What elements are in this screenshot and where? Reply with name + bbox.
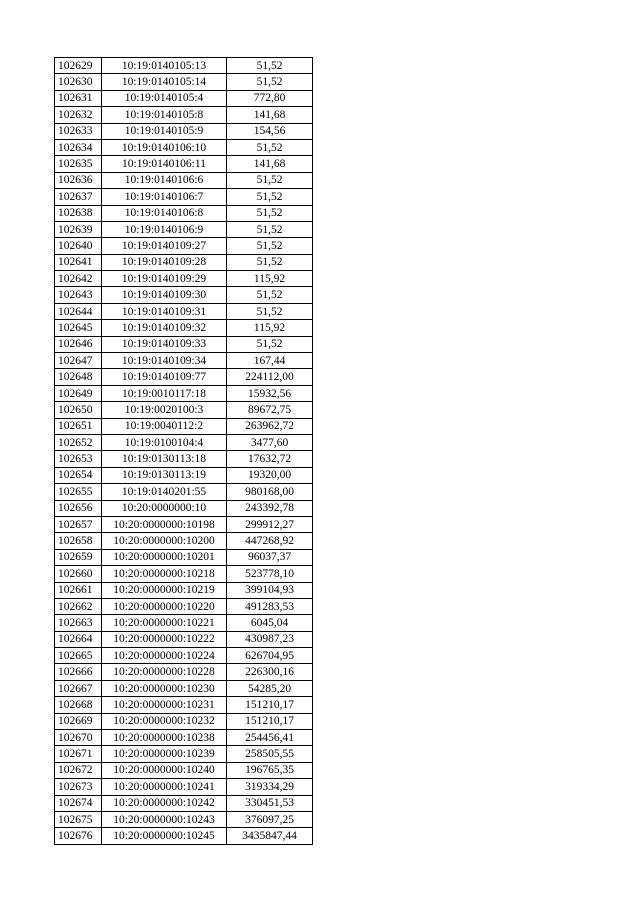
cadastral-number-cell: 10:20:0000000:10224 [102,648,227,664]
row-number-cell: 102654 [55,467,102,483]
value-cell: 254456,41 [227,730,313,746]
table-row [55,730,313,746]
table-row [55,582,313,598]
value-cell: 980168,00 [227,484,313,500]
table-row [55,254,313,270]
cadastral-number-cell: 10:20:0000000:10201 [102,549,227,565]
value-cell: 3435847,44 [227,828,313,844]
value-cell: 115,92 [227,320,313,336]
cadastral-number-cell: 10:19:0140106:9 [102,221,227,237]
table-row [55,484,313,500]
table-row [55,353,313,369]
cadastral-number-cell: 10:19:0140106:6 [102,172,227,188]
cadastral-number-cell: 10:19:0140106:10 [102,139,227,155]
row-number-cell: 102661 [55,582,102,598]
table-row [55,156,313,172]
table-row [55,336,313,352]
cadastral-number-cell: 10:19:0140109:27 [102,238,227,254]
cadastral-number-cell: 10:20:0000000:10239 [102,746,227,762]
cadastral-number-cell: 10:20:0000000:10 [102,500,227,516]
table-row [55,402,313,418]
row-number-cell: 102638 [55,205,102,221]
cadastral-number-cell: 10:20:0000000:10221 [102,615,227,631]
row-number-cell: 102637 [55,189,102,205]
row-number-cell: 102648 [55,369,102,385]
table-row [55,123,313,139]
value-cell: 626704,95 [227,648,313,664]
cadastral-number-cell: 10:20:0000000:10198 [102,516,227,532]
row-number-cell: 102635 [55,156,102,172]
value-cell: 51,52 [227,287,313,303]
cadastral-number-cell: 10:20:0000000:10200 [102,533,227,549]
value-cell: 51,52 [227,205,313,221]
value-cell: 6045,04 [227,615,313,631]
cadastral-number-cell: 10:20:0000000:10220 [102,598,227,614]
row-number-cell: 102653 [55,451,102,467]
table-row [55,533,313,549]
row-number-cell: 102667 [55,680,102,696]
row-number-cell: 102655 [55,484,102,500]
row-number-cell: 102647 [55,353,102,369]
cadastral-number-cell: 10:19:0140105:13 [102,58,227,74]
row-number-cell: 102632 [55,107,102,123]
row-number-cell: 102665 [55,648,102,664]
value-cell: 154,56 [227,123,313,139]
table-row [55,811,313,827]
cadastral-number-cell: 10:19:0130113:18 [102,451,227,467]
row-number-cell: 102649 [55,385,102,401]
table-row [55,779,313,795]
value-cell: 196765,35 [227,762,313,778]
value-cell: 224112,00 [227,369,313,385]
table-row [55,598,313,614]
value-cell: 51,52 [227,238,313,254]
table-row [55,648,313,664]
row-number-cell: 102676 [55,828,102,844]
row-number-cell: 102631 [55,90,102,106]
table-row [55,418,313,434]
table-row [55,680,313,696]
row-number-cell: 102675 [55,811,102,827]
row-number-cell: 102652 [55,434,102,450]
table-row [55,434,313,450]
row-number-cell: 102651 [55,418,102,434]
value-cell: 226300,16 [227,664,313,680]
value-cell: 141,68 [227,156,313,172]
value-cell: 151210,17 [227,697,313,713]
table-row [55,516,313,532]
table-row [55,467,313,483]
row-number-cell: 102650 [55,402,102,418]
table-body [55,58,313,845]
row-number-cell: 102660 [55,566,102,582]
cadastral-values-table [54,57,313,845]
cadastral-number-cell: 10:19:0140201:55 [102,484,227,500]
cadastral-number-cell: 10:20:0000000:10243 [102,811,227,827]
cadastral-number-cell: 10:19:0140109:34 [102,353,227,369]
cadastral-number-cell: 10:19:0140109:77 [102,369,227,385]
row-number-cell: 102629 [55,58,102,74]
row-number-cell: 102633 [55,123,102,139]
row-number-cell: 102668 [55,697,102,713]
table-row [55,205,313,221]
value-cell: 51,52 [227,139,313,155]
row-number-cell: 102666 [55,664,102,680]
table-row [55,549,313,565]
row-number-cell: 102672 [55,762,102,778]
cadastral-number-cell: 10:20:0000000:10228 [102,664,227,680]
row-number-cell: 102656 [55,500,102,516]
value-cell: 151210,17 [227,713,313,729]
cadastral-number-cell: 10:20:0000000:10238 [102,730,227,746]
row-number-cell: 102639 [55,221,102,237]
value-cell: 399104,93 [227,582,313,598]
row-number-cell: 102640 [55,238,102,254]
row-number-cell: 102658 [55,533,102,549]
cadastral-number-cell: 10:19:0140106:7 [102,189,227,205]
row-number-cell: 102673 [55,779,102,795]
cadastral-number-cell: 10:19:0140109:32 [102,320,227,336]
row-number-cell: 102641 [55,254,102,270]
cadastral-number-cell: 10:19:0140109:28 [102,254,227,270]
row-number-cell: 102644 [55,303,102,319]
table-row [55,189,313,205]
table-row [55,762,313,778]
cadastral-number-cell: 10:19:0140106:11 [102,156,227,172]
value-cell: 330451,53 [227,795,313,811]
value-cell: 51,52 [227,221,313,237]
value-cell: 430987,23 [227,631,313,647]
value-cell: 141,68 [227,107,313,123]
table-row [55,287,313,303]
table-row [55,664,313,680]
table-row [55,320,313,336]
table-row [55,271,313,287]
row-number-cell: 102663 [55,615,102,631]
row-number-cell: 102669 [55,713,102,729]
table-row [55,615,313,631]
value-cell: 51,52 [227,172,313,188]
cadastral-number-cell: 10:20:0000000:10230 [102,680,227,696]
row-number-cell: 102664 [55,631,102,647]
value-cell: 3477,60 [227,434,313,450]
value-cell: 15932,56 [227,385,313,401]
cadastral-number-cell: 10:19:0140109:31 [102,303,227,319]
row-number-cell: 102659 [55,549,102,565]
cadastral-number-cell: 10:19:0140106:8 [102,205,227,221]
cadastral-number-cell: 10:19:0140105:9 [102,123,227,139]
table-row [55,385,313,401]
table-row [55,221,313,237]
row-number-cell: 102643 [55,287,102,303]
cadastral-number-cell: 10:19:0140105:8 [102,107,227,123]
value-cell: 51,52 [227,303,313,319]
cadastral-number-cell: 10:20:0000000:10242 [102,795,227,811]
table-row [55,746,313,762]
table-row [55,238,313,254]
cadastral-number-cell: 10:20:0000000:10232 [102,713,227,729]
value-cell: 51,52 [227,74,313,90]
table-row [55,139,313,155]
value-cell: 19320,00 [227,467,313,483]
cadastral-number-cell: 10:19:0010117:18 [102,385,227,401]
row-number-cell: 102657 [55,516,102,532]
table-row [55,451,313,467]
cadastral-number-cell: 10:20:0000000:10218 [102,566,227,582]
cadastral-number-cell: 10:19:0140109:30 [102,287,227,303]
value-cell: 299912,27 [227,516,313,532]
cadastral-number-cell: 10:19:0020100:3 [102,402,227,418]
table-row [55,713,313,729]
cadastral-number-cell: 10:20:0000000:10240 [102,762,227,778]
row-number-cell: 102662 [55,598,102,614]
value-cell: 258505,55 [227,746,313,762]
row-number-cell: 102630 [55,74,102,90]
row-number-cell: 102645 [55,320,102,336]
table-row [55,828,313,844]
value-cell: 96037,37 [227,549,313,565]
cadastral-number-cell: 10:19:0100104:4 [102,434,227,450]
value-cell: 17632,72 [227,451,313,467]
table-row [55,566,313,582]
cadastral-number-cell: 10:19:0040112:2 [102,418,227,434]
row-number-cell: 102671 [55,746,102,762]
value-cell: 51,52 [227,336,313,352]
value-cell: 523778,10 [227,566,313,582]
cadastral-number-cell: 10:20:0000000:10241 [102,779,227,795]
row-number-cell: 102646 [55,336,102,352]
value-cell: 491283,53 [227,598,313,614]
value-cell: 51,52 [227,254,313,270]
table-row [55,74,313,90]
table-row [55,697,313,713]
value-cell: 376097,25 [227,811,313,827]
table-row [55,303,313,319]
table-row [55,90,313,106]
table-row [55,795,313,811]
table-row [55,172,313,188]
cadastral-number-cell: 10:19:0140109:29 [102,271,227,287]
value-cell: 51,52 [227,58,313,74]
row-number-cell: 102670 [55,730,102,746]
cadastral-number-cell: 10:20:0000000:10219 [102,582,227,598]
value-cell: 51,52 [227,189,313,205]
cadastral-number-cell: 10:20:0000000:10222 [102,631,227,647]
cadastral-number-cell: 10:20:0000000:10231 [102,697,227,713]
cadastral-number-cell: 10:19:0130113:19 [102,467,227,483]
value-cell: 115,92 [227,271,313,287]
value-cell: 772,80 [227,90,313,106]
value-cell: 167,44 [227,353,313,369]
cadastral-number-cell: 10:20:0000000:10245 [102,828,227,844]
table-row [55,369,313,385]
cadastral-number-cell: 10:19:0140105:4 [102,90,227,106]
value-cell: 243392,78 [227,500,313,516]
table-row [55,58,313,74]
row-number-cell: 102634 [55,139,102,155]
table-row [55,107,313,123]
row-number-cell: 102674 [55,795,102,811]
value-cell: 89672,75 [227,402,313,418]
cadastral-number-cell: 10:19:0140105:14 [102,74,227,90]
row-number-cell: 102642 [55,271,102,287]
value-cell: 319334,29 [227,779,313,795]
table-row [55,500,313,516]
value-cell: 447268,92 [227,533,313,549]
value-cell: 263962,72 [227,418,313,434]
table-row [55,631,313,647]
cadastral-number-cell: 10:19:0140109:33 [102,336,227,352]
row-number-cell: 102636 [55,172,102,188]
value-cell: 54285,20 [227,680,313,696]
